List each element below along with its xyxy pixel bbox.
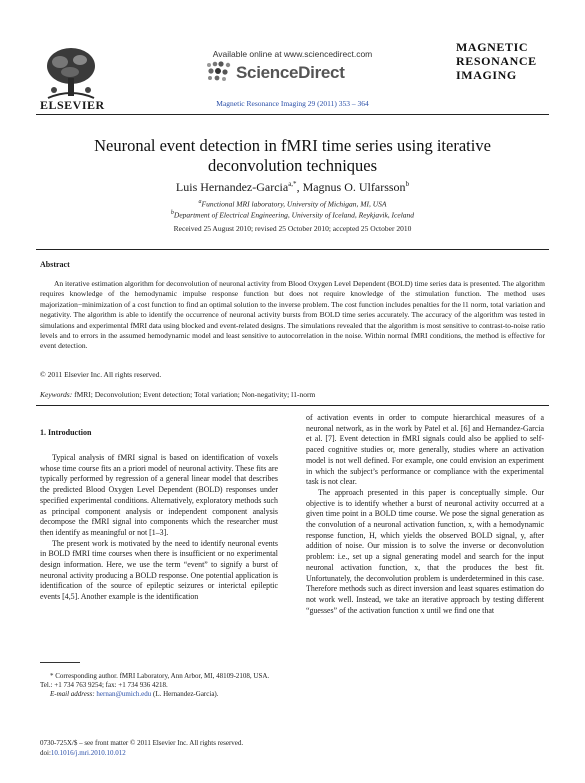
page-footer: [40, 739, 300, 758]
paragraph: The approach presented in this paper is conceptually simple. Our objective is to identify whether a burst of neuronal activity occurred at a given time point in a BOLD time course. We pose the signal generation as the convolution of a neuronal activation function, x, with a hemodynamic response function, H, which yields the observed BOLD signal, y, after addition of noise. Our mission is to solve the inverse or deconvolution problem: i.e., set up a signal generating model and search for the input neuronal activation function, x, that the produces the best fit. Unfortunately, the deconvolution problem is underdetermined in this case. Therefore methods such as direct inversion and least squares estimation do not work well. Instead, we take an iterative approach by testing different “guesses” of the activation function x until we find one that: [306, 487, 544, 615]
footnote-text: * Corresponding author. fMRI Laboratory, Ann Arbor, MI, 48109-2108, USA. Tel.: +1 734 763 9254; fax: +1 734 936 4218.: [40, 672, 270, 689]
abstract-heading: Abstract: [40, 260, 70, 269]
affiliation-text: Department of Electrical Engineering, University of Iceland, Reykjavik, Iceland: [173, 210, 415, 220]
doi-label: doi:: [40, 748, 51, 757]
doi-link[interactable]: 10.1016/j.mri.2010.10.012: [50, 748, 126, 757]
elsevier-tree-logo: [40, 44, 102, 104]
affiliation-a: $^a$Functional MRI laboratory, University of Michigan, MI, USA: [198, 199, 387, 209]
abstract-copyright: © 2011 Elsevier Inc. All rights reserved.: [40, 370, 162, 379]
sciencedirect-dots-icon: [206, 61, 232, 83]
received-dates: Received 25 August 2010; revised 25 October 2010; accepted 25 October 2010: [173, 224, 412, 233]
author-name[interactable]: Luis Hernandez-Garcia: [175, 180, 289, 194]
abstract-text: An iterative estimation algorithm for deconvolution of neuronal activity from Blood Oxygen Level Dependent (BOLD) time series data is presented. The algorithm requires knowledge of the hemodynamic impulse response function but does not require knowledge of the stimulation function. The method uses majorization−minimization of a cost function to find an optimal solution to the inverse problem. The cost function includes penalties for the l1 norm, total variation and negativity. The algorithm is able to identify the occurrence of neuronal activity bursts from BOLD time series accurately. The accuracy of the algorithm was tested in simulations and experimental fMRI data using blocked and event-related designs. The simulations revealed that the algorithm is most sensitive to contrast-to-noise ratio levels and to errors in the assumed hemodynamic model and least sensitive to autocorrelation in the noise. Within normal fMRI conditions, the method is effective for event detection.: [40, 279, 545, 351]
keywords-list: fMRI; Deconvolution; Event detection; Total variation; Non-negativity; l1-norm: [74, 390, 316, 399]
email-link[interactable]: hernan@umich.edu: [96, 690, 152, 698]
section-heading-introduction: 1. Introduction: [40, 428, 92, 437]
journal-logo-line: MAGNETIC: [456, 40, 529, 54]
journal-reference[interactable]: Magnetic Resonance Imaging 29 (2011) 353 – 364: [216, 99, 369, 108]
affiliation-text: Functional MRI laboratory, University of Michigan, MI, USA: [201, 199, 387, 209]
doi-line: [40, 749, 300, 759]
affiliation-b: [60, 210, 525, 220]
abstract-divider: [36, 249, 549, 250]
journal-logo-line: RESONANCE: [456, 54, 537, 68]
author-list: [60, 180, 525, 195]
affiliation-mark: b: [170, 210, 174, 216]
author-separator: ,: [296, 180, 303, 194]
available-online-text[interactable]: Available online at www.sciencedirect.com: [212, 49, 373, 59]
keywords: [40, 390, 315, 399]
author-name[interactable]: Magnus O. Ulfarsson: [302, 180, 406, 194]
front-matter-line: 0730-725X/$ – see front matter © 2011 Elsevier Inc. All rights reserved.: [40, 739, 244, 747]
footnote-rule: [40, 662, 80, 663]
email-label: E-mail address:: [50, 690, 95, 698]
right-column: [306, 413, 544, 616]
title-line-1: Neuronal event detection in fMRI time series using iterative: [94, 136, 491, 155]
body-divider: [36, 405, 549, 406]
email-owner: (L. Hernandez-Garcia).: [153, 690, 219, 698]
journal-logo: [456, 40, 548, 108]
title-line-2: deconvolution techniques: [207, 156, 378, 175]
header-divider: [36, 114, 549, 115]
author-affiliation-mark: a,*: [288, 180, 297, 188]
paragraph: Typical analysis of fMRI signal is based on identification of voxels whose time course fits an a priori model of neuronal activity. These fits are typically performed by regression of a general linear model that describes the predicted Blood Oxygen Level Dependent (BOLD) responses under specified experimental conditions. Alternatively, exploratory methods such as principal component analysis or independent component analysis decompose the fMRI signal into components which the researcher must then identify as meaningful or not [1–3].: [40, 453, 278, 537]
publisher-name: ELSEVIER: [40, 98, 105, 112]
paragraph: The present work is motivated by the need to identify neuronal events in BOLD fMRI time courses when there is insufficient or no experimental design information. Here, we use the term “event” to signify a burst of neuronal activity producing a BOLD response. One potential application is identification of the source of epileptic seizures or interictal epileptic events [4,5]. Another example is the identification: [40, 538, 278, 602]
sciencedirect-logo[interactable]: ScienceDirect: [236, 63, 345, 82]
journal-logo-line: IMAGING: [456, 68, 517, 82]
article-title: [60, 136, 525, 176]
corresponding-author-footnote: [40, 672, 278, 699]
footnote-email-line: [40, 690, 278, 699]
paragraph: of activation events in order to compute hierarchical measures of a neuronal network, as in the work by Patel et al. [6] and Hernandez-Garcia et al. [7]. Event detection in fMRI signals could also be applied to self-paced cognitive studies or, more generally, studies where an activation model is not well defined. For example, one could envision an experiment in which the subject’s performance or compliance with the experimental task is not clear.: [306, 413, 544, 487]
left-column: [40, 453, 278, 603]
author-affiliation-mark: b: [405, 180, 410, 188]
keywords-label: Keywords:: [40, 390, 73, 399]
